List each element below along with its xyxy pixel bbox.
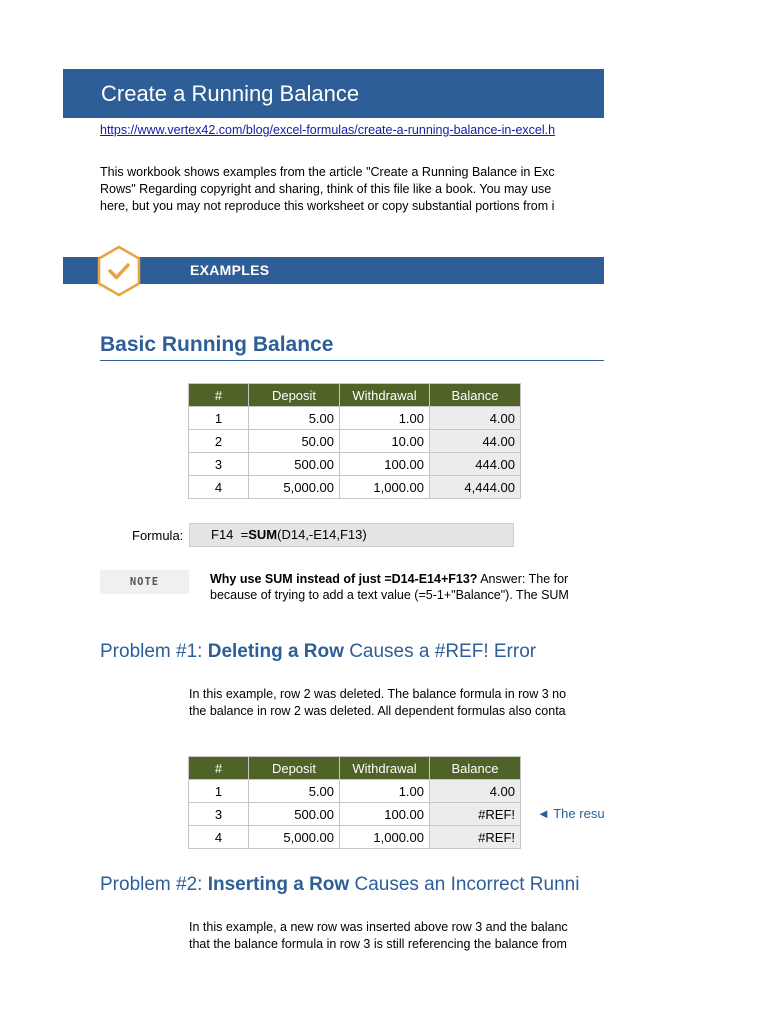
problem-2-heading — [100, 874, 579, 896]
table-cell[interactable]: 1 — [189, 407, 249, 430]
column-header: Deposit — [249, 384, 340, 407]
note-line-1 — [210, 572, 568, 586]
problem-2-suffix: Causes an Incorrect Runni — [349, 874, 580, 895]
note-question: Why use SUM instead of just =D14-E14+F13? — [210, 572, 478, 586]
formula-function: SUM — [248, 527, 278, 542]
table-cell[interactable]: 1,000.00 — [340, 476, 430, 499]
formula-label: Formula: — [132, 528, 184, 543]
problem-1-desc-line-2: the balance in row 2 was deleted. All dependent formulas also conta — [189, 704, 566, 718]
table-cell[interactable]: 500.00 — [249, 453, 340, 476]
checkmark-hexagon-icon — [97, 245, 141, 297]
intro-line-1: This workbook shows examples from the article "Create a Running Balance in Exc — [100, 165, 555, 179]
table-cell[interactable]: 5.00 — [249, 780, 340, 803]
table-cell[interactable]: 1.00 — [340, 407, 430, 430]
column-header: Withdrawal — [340, 384, 430, 407]
table-cell[interactable]: 1,000.00 — [340, 826, 430, 849]
problem-1-suffix: Causes a #REF! Error — [343, 641, 537, 662]
title-banner — [63, 69, 604, 118]
table-row — [189, 803, 521, 826]
article-link[interactable]: https://www.vertex42.com/blog/excel-formulas/create-a-running-balance-in-excel.h — [100, 123, 556, 137]
problem-1-table — [188, 756, 521, 849]
problem-2-desc-line-2: that the balance formula in row 3 is still referencing the balance from — [189, 937, 567, 951]
column-header: Balance — [430, 384, 521, 407]
problem-2-prefix: Problem #2: — [100, 874, 208, 895]
table-cell[interactable]: 4.00 — [430, 407, 521, 430]
heading-divider — [100, 360, 604, 361]
intro-line-3: here, but you may not reproduce this worksheet or copy substantial portions from i — [100, 199, 555, 213]
problem-1-desc-line-1: In this example, row 2 was deleted. The balance formula in row 3 no — [189, 687, 567, 701]
table-row — [189, 826, 521, 849]
problem-1-emphasis: Deleting a Row — [207, 641, 344, 662]
table-cell[interactable]: 10.00 — [340, 430, 430, 453]
table-cell[interactable]: 100.00 — [340, 803, 430, 826]
table-cell[interactable]: 5,000.00 — [249, 476, 340, 499]
result-note: ◄ The resu — [537, 806, 605, 821]
examples-section-bar — [63, 257, 604, 284]
formula-display[interactable] — [189, 523, 514, 547]
table-header-row — [189, 757, 521, 780]
table-cell[interactable]: #REF! — [430, 803, 521, 826]
column-header: # — [189, 757, 249, 780]
table-cell[interactable]: 4 — [189, 476, 249, 499]
table-cell[interactable]: 50.00 — [249, 430, 340, 453]
table-cell[interactable]: 5.00 — [249, 407, 340, 430]
note-line-2: because of trying to add a text value (=5-1+"Balance"). The SUM — [210, 588, 569, 602]
problem-2-desc-line-1: In this example, a new row was inserted above row 3 and the balanc — [189, 920, 568, 934]
table-cell[interactable]: 4,444.00 — [430, 476, 521, 499]
problem-1-prefix: Problem #1: — [100, 641, 208, 662]
formula-equals: = — [240, 527, 249, 542]
table-cell[interactable]: 444.00 — [430, 453, 521, 476]
table-cell[interactable]: #REF! — [430, 826, 521, 849]
table-row — [189, 476, 521, 499]
table-cell[interactable]: 100.00 — [340, 453, 430, 476]
formula-arguments: (D14,-E14,F13) — [277, 527, 367, 542]
table-row — [189, 453, 521, 476]
column-header: # — [189, 384, 249, 407]
table-cell[interactable]: 3 — [189, 453, 249, 476]
column-header: Balance — [430, 757, 521, 780]
problem-2-emphasis: Inserting a Row — [207, 874, 350, 895]
examples-label: EXAMPLES — [190, 262, 270, 278]
table-cell[interactable]: 4 — [189, 826, 249, 849]
table-cell[interactable]: 5,000.00 — [249, 826, 340, 849]
note-answer: Answer: The for — [477, 572, 569, 586]
table-cell[interactable]: 2 — [189, 430, 249, 453]
table-cell[interactable]: 500.00 — [249, 803, 340, 826]
formula-cell-ref: F14 — [211, 527, 234, 542]
table-cell[interactable]: 1 — [189, 780, 249, 803]
column-header: Deposit — [249, 757, 340, 780]
column-header: Withdrawal — [340, 757, 430, 780]
intro-line-2: Rows" Regarding copyright and sharing, think of this file like a book. You may use — [100, 182, 552, 196]
table-cell[interactable]: 1.00 — [340, 780, 430, 803]
table-cell[interactable]: 4.00 — [430, 780, 521, 803]
table-cell[interactable]: 44.00 — [430, 430, 521, 453]
table-row — [189, 430, 521, 453]
table-row — [189, 780, 521, 803]
note-badge: NOTE — [100, 570, 189, 594]
problem-1-heading — [100, 641, 536, 663]
problem-2-desc-clip — [189, 936, 604, 951]
basic-balance-table — [188, 383, 521, 499]
page-title: Create a Running Balance — [101, 81, 360, 106]
table-header-row — [189, 384, 521, 407]
basic-section-heading: Basic Running Balance — [100, 333, 334, 356]
table-row — [189, 407, 521, 430]
table-cell[interactable]: 3 — [189, 803, 249, 826]
